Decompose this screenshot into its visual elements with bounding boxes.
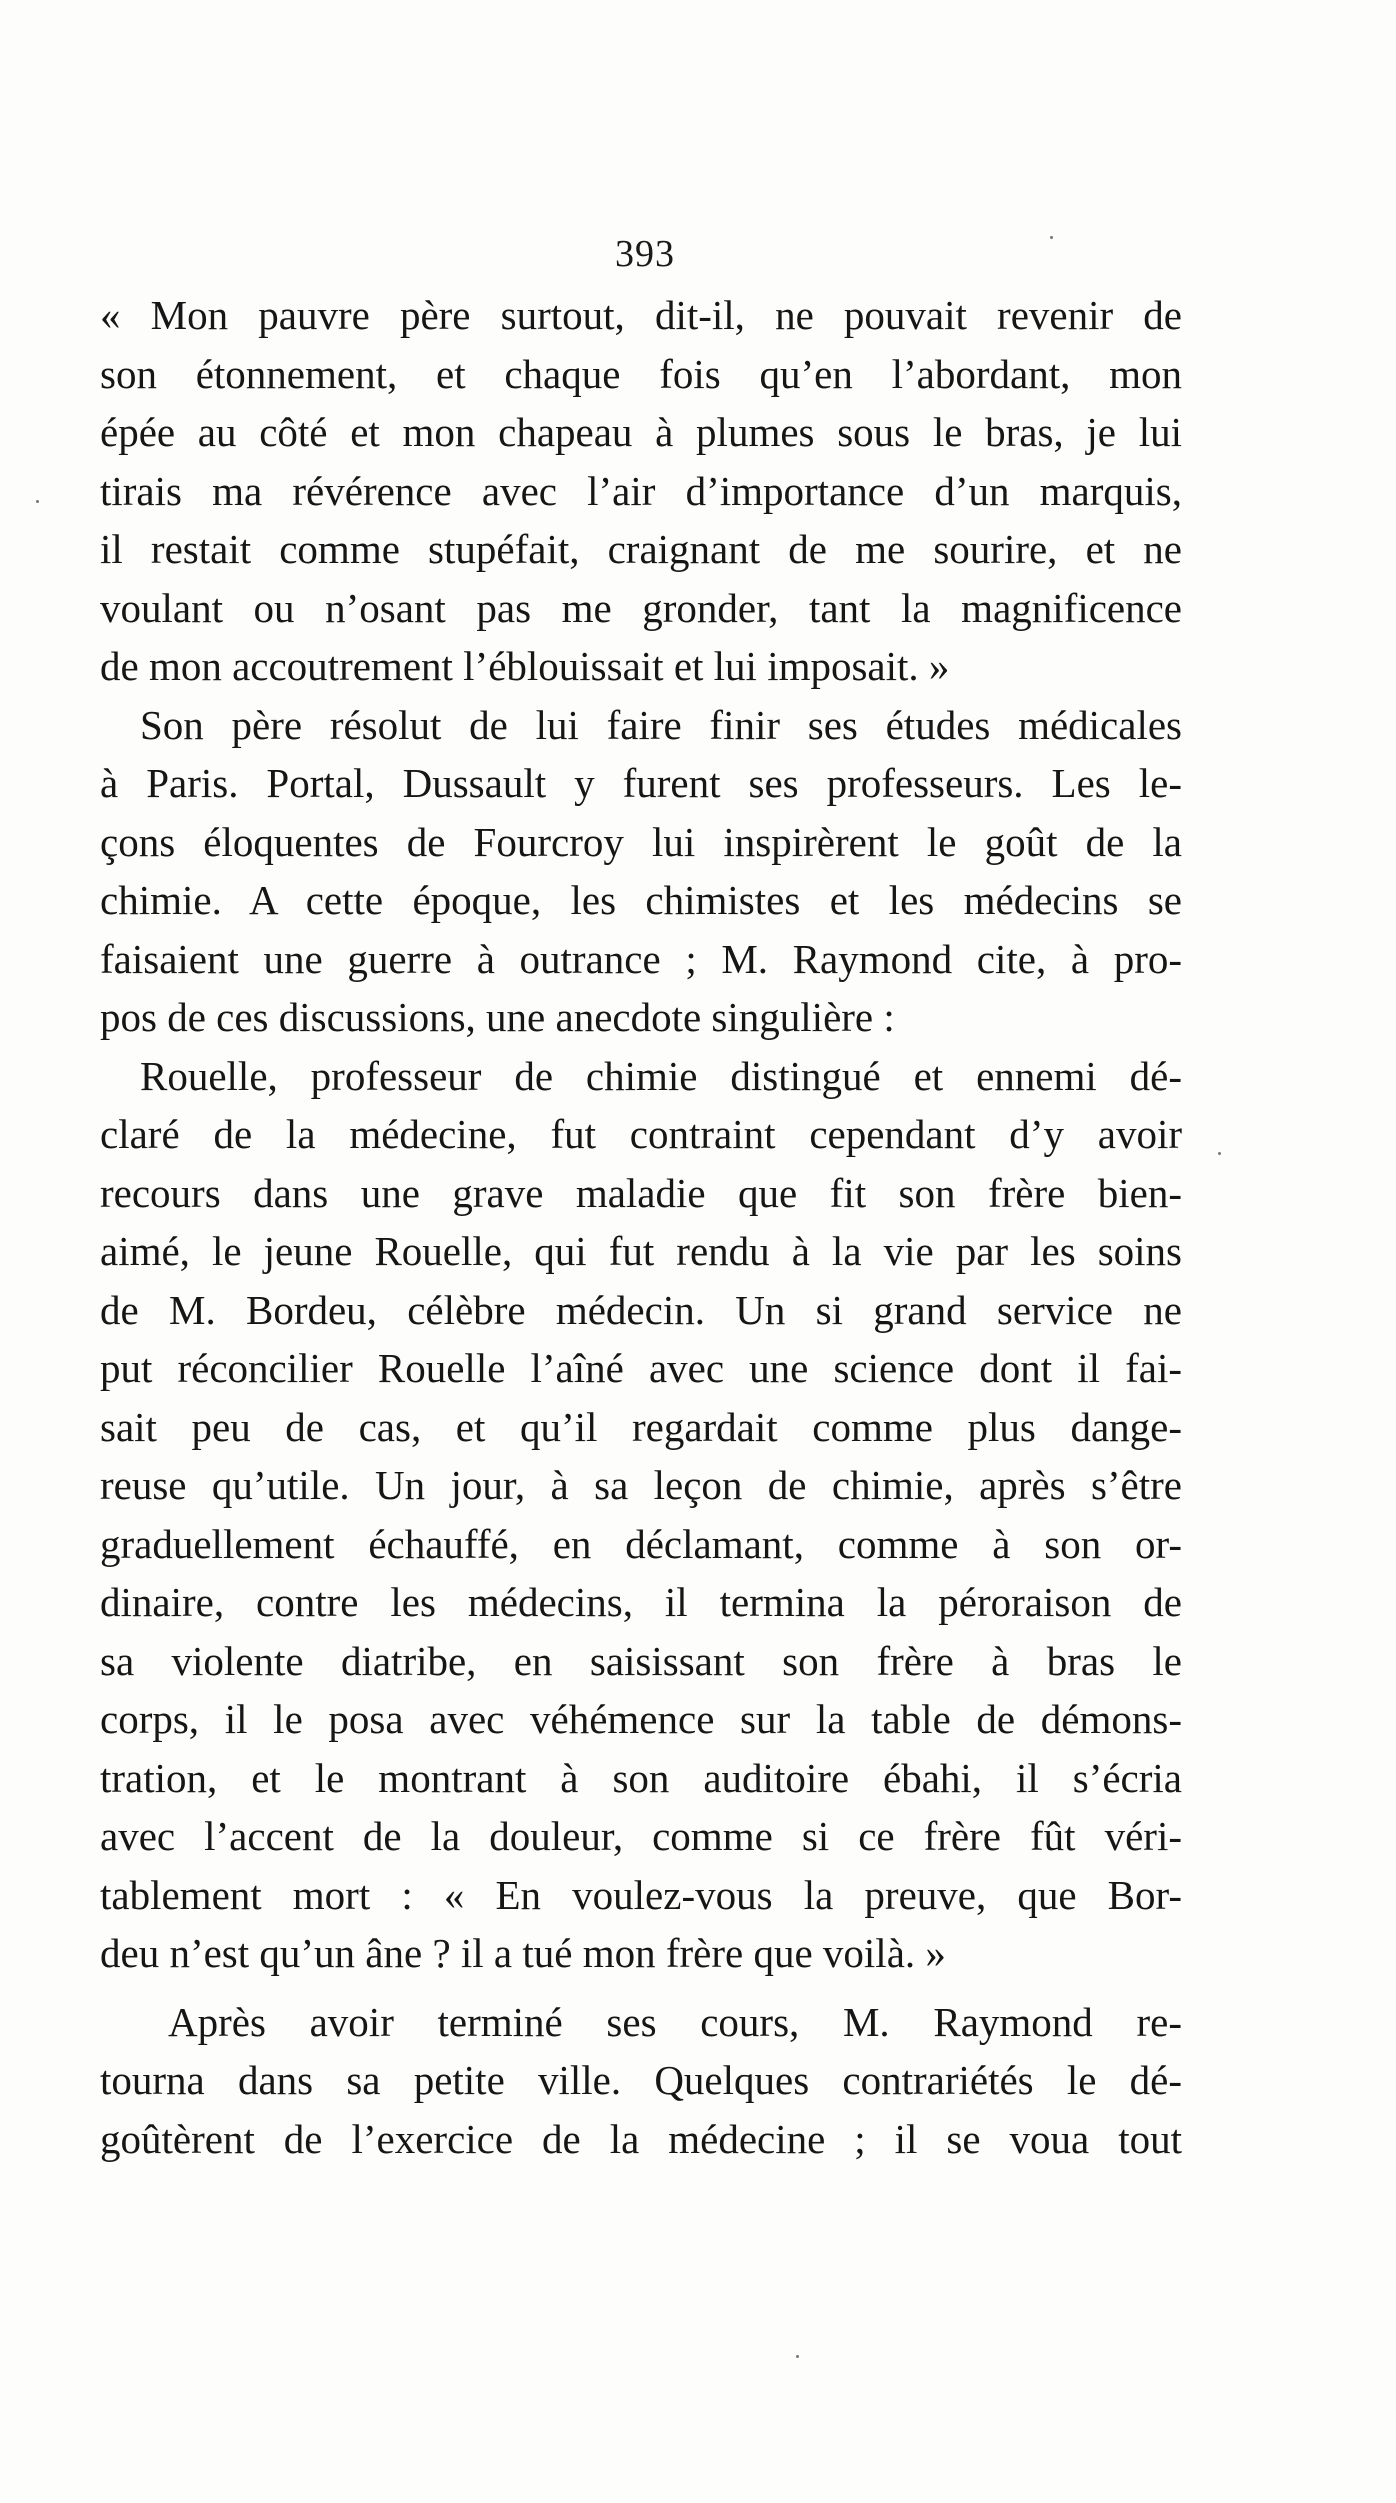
text-line: put réconcilier Rouelle l’aîné avec une science dont il fai- <box>100 1345 1182 1391</box>
text-line: pos de ces discussions, une anecdote singulière : <box>100 994 895 1040</box>
text-line: tourna dans sa petite ville. Quelques contrariétés le dé- <box>100 2057 1182 2103</box>
text-line: épée au côté et mon chapeau à plumes sous le bras, je lui <box>100 409 1182 455</box>
print-speck <box>1050 236 1053 239</box>
text-line: recours dans une grave maladie que fit son frère bien- <box>100 1169 1182 1216</box>
text-line: goûtèrent de l’exercice de la médecine ; il se voua tout <box>100 2115 1182 2162</box>
text-line: son étonnement, et chaque fois qu’en l’abordant, mon <box>100 350 1182 397</box>
body-text <box>100 286 1182 2168</box>
text-line: claré de la médecine, fut contraint cependant d’y avoir <box>100 1111 1182 1157</box>
text-line: tration, et le montrant à son auditoire ébahi, il s’écria <box>100 1754 1182 1801</box>
text-line: « Mon pauvre père surtout, dit-il, ne pouvait revenir de <box>100 292 1182 338</box>
text-line: sait peu de cas, et qu’il regardait comme plus dange- <box>100 1403 1182 1450</box>
print-speck <box>1218 1152 1221 1155</box>
text-line: voulant ou n’osant pas me gronder, tant la magnificence <box>100 584 1182 631</box>
page-number: 393 <box>615 233 675 275</box>
text-line: chimie. A cette époque, les chimistes et les médecins se <box>100 877 1182 923</box>
print-speck <box>796 2355 799 2358</box>
text-line: Son père résolut de lui faire finir ses études médicales <box>140 701 1182 748</box>
text-line: de mon accoutrement l’éblouissait et lui imposait. » <box>100 643 950 689</box>
text-line: dinaire, contre les médecins, il termina la péroraison de <box>100 1579 1182 1625</box>
text-line: Rouelle, professeur de chimie distingué et ennemi dé- <box>140 1052 1182 1099</box>
text-line: tirais ma révérence avec l’air d’importance d’un marquis, <box>100 467 1182 514</box>
text-line: avec l’accent de la douleur, comme si ce frère fût véri- <box>100 1813 1182 1859</box>
text-line: deu n’est qu’un âne ? il a tué mon frère que voilà. » <box>100 1930 946 1976</box>
text-line: graduellement échauffé, en déclamant, comme à son or- <box>100 1520 1182 1567</box>
text-line: aimé, le jeune Rouelle, qui fut rendu à la vie par les soins <box>100 1228 1182 1274</box>
text-line: Après avoir terminé ses cours, M. Raymond re- <box>168 1998 1182 2045</box>
text-line: corps, il le posa avec véhémence sur la table de démons- <box>100 1696 1182 1742</box>
print-speck <box>36 500 39 503</box>
text-line: à Paris. Portal, Dussault y furent ses professeurs. Les le- <box>100 760 1182 806</box>
text-line: de M. Bordeu, célèbre médecin. Un si grand service ne <box>100 1286 1182 1333</box>
text-line: sa violente diatribe, en saisissant son frère à bras le <box>100 1637 1182 1684</box>
text-line: faisaient une guerre à outrance ; M. Raymond cite, à pro- <box>100 935 1182 982</box>
text-line: tablement mort : « En voulez-vous la preuve, que Bor- <box>100 1871 1182 1918</box>
text-line: reuse qu’utile. Un jour, à sa leçon de chimie, après s’être <box>100 1462 1182 1508</box>
text-line: il restait comme stupéfait, craignant de me sourire, et ne <box>100 526 1182 572</box>
text-line: çons éloquentes de Fourcroy lui inspirèrent le goût de la <box>100 818 1182 865</box>
